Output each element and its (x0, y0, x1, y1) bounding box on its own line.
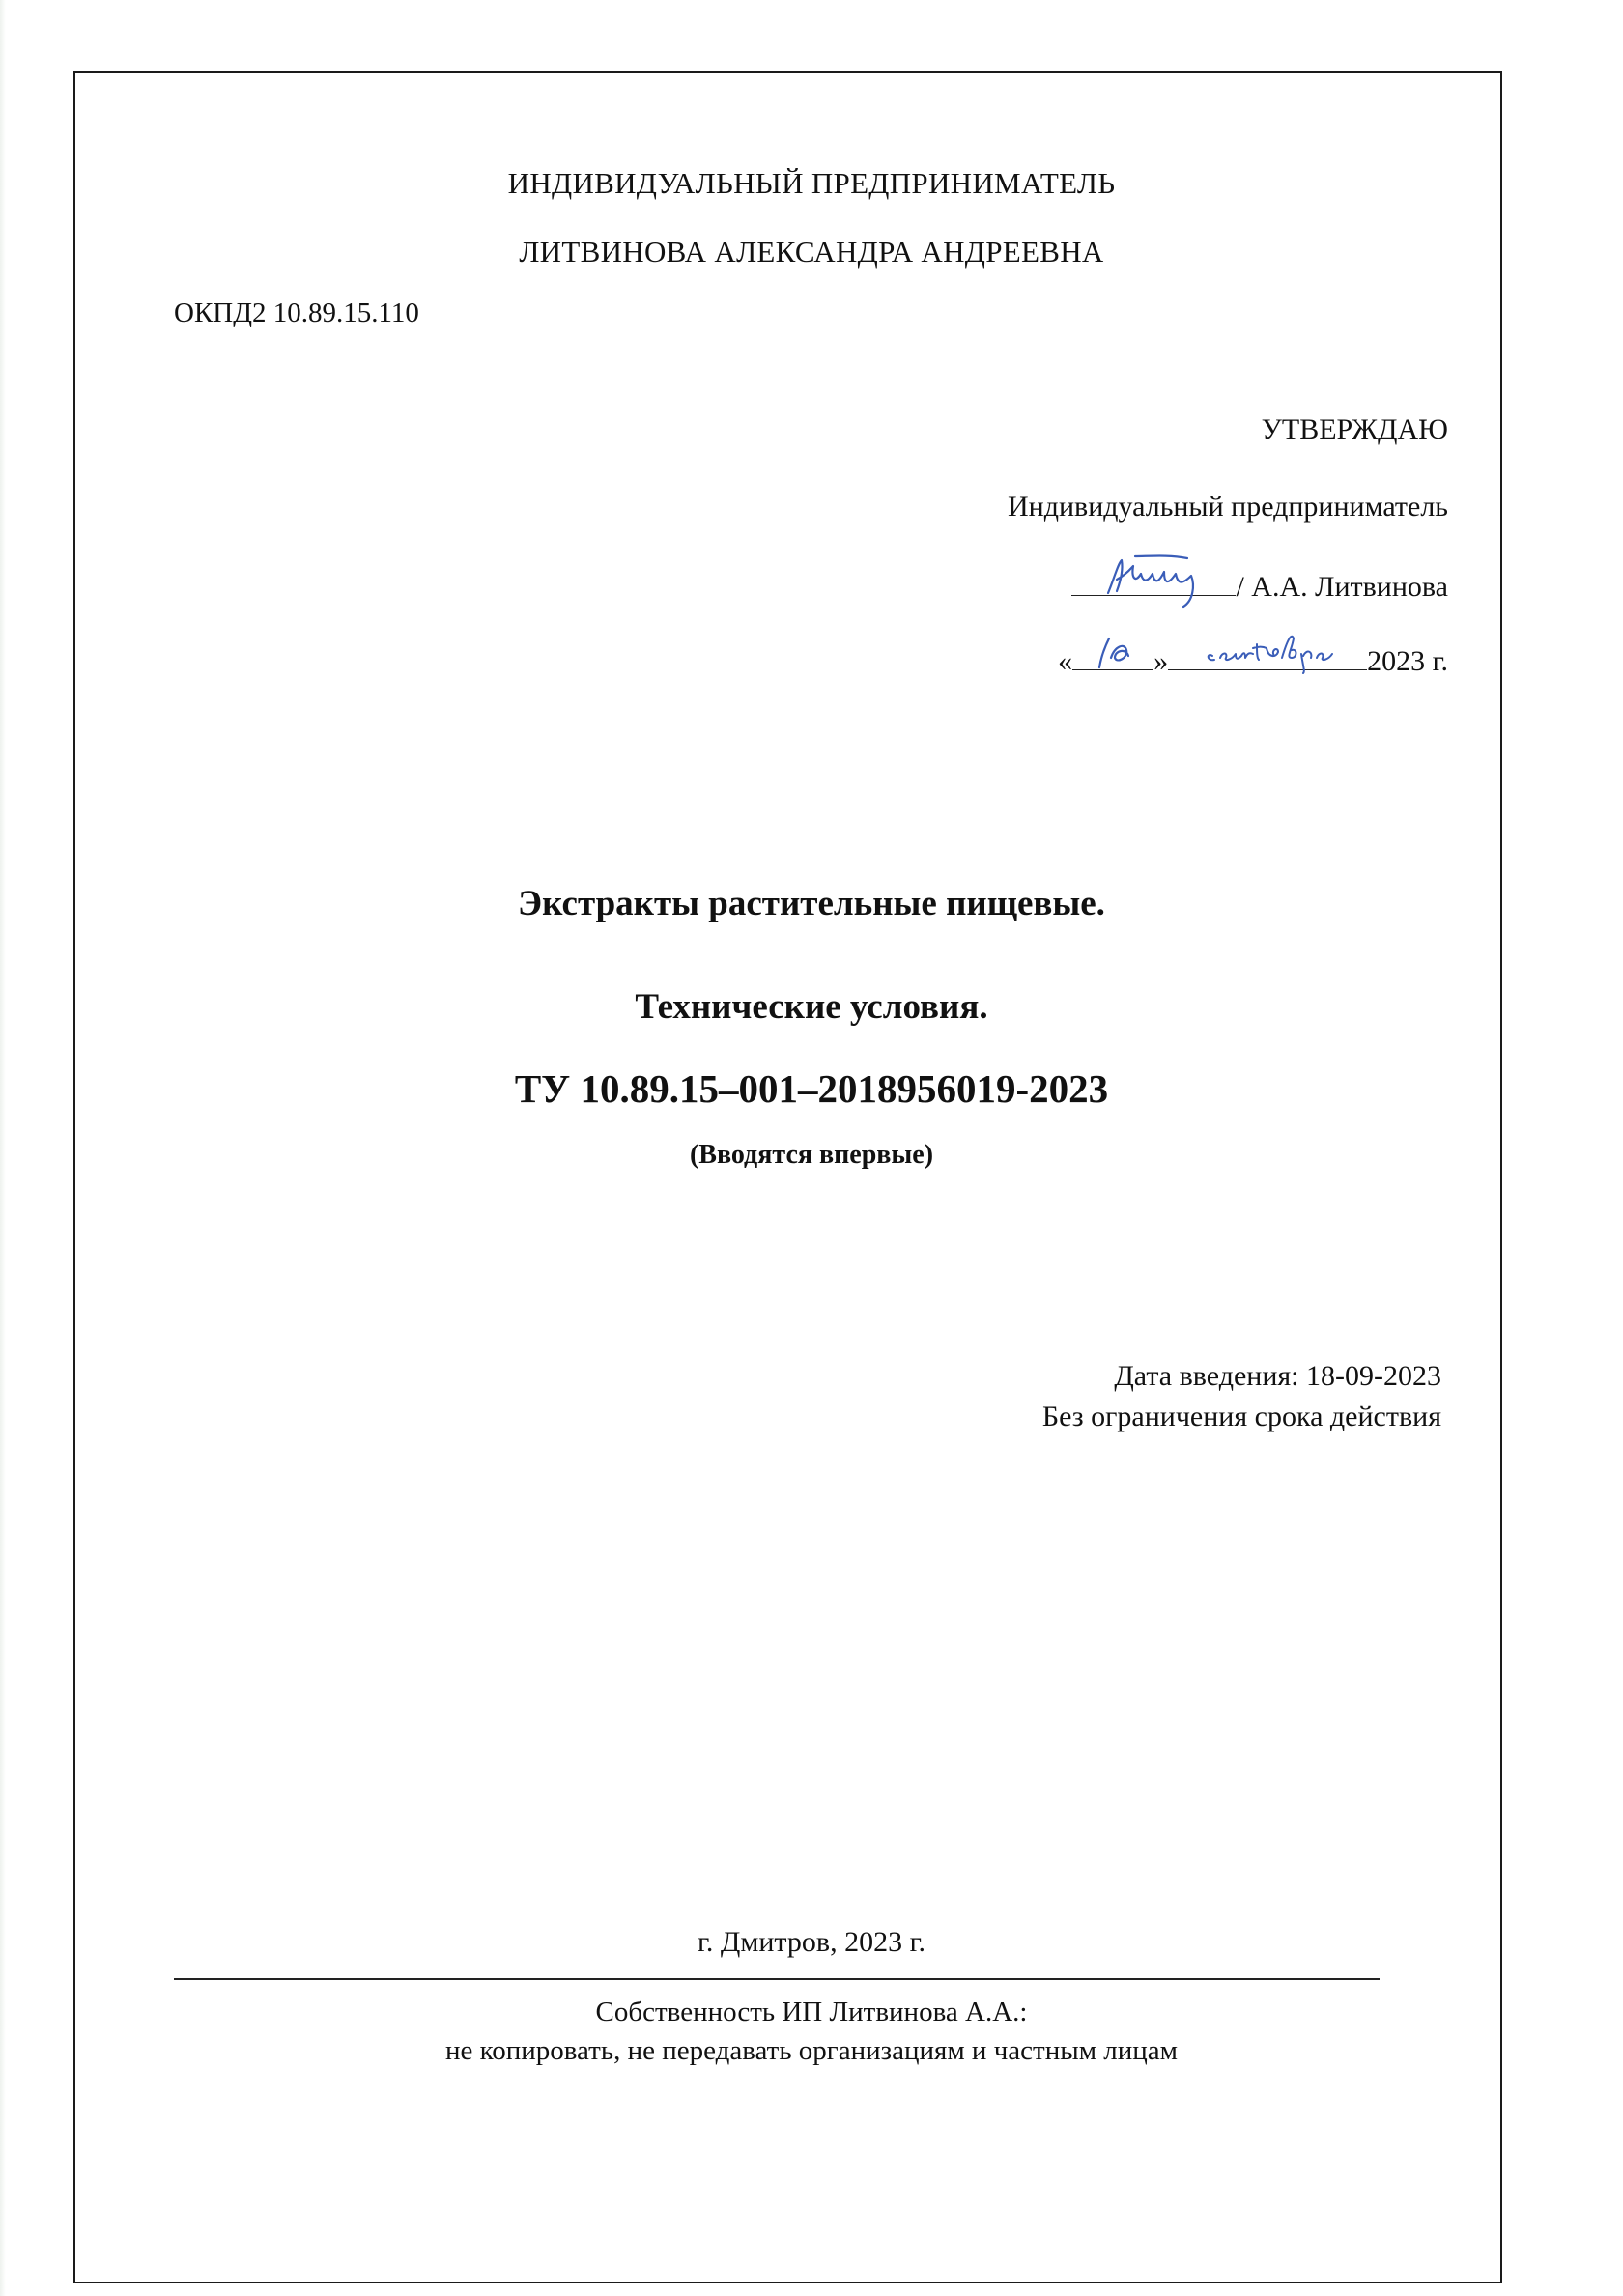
date-month-field (1168, 640, 1367, 670)
document-code: ТУ 10.89.15–001–2018956019-2023 (514, 1066, 1109, 1111)
signatory-name: / А.А. Литвинова (1236, 571, 1448, 603)
org-type-line: ИНДИВИДУАЛЬНЫЙ ПРЕДПРИНИМАТЕЛЬ (507, 166, 1116, 200)
handwritten-month (1168, 625, 1367, 673)
approval-heading: УТВЕРЖДАЮ (1261, 413, 1448, 445)
approval-date (1058, 640, 1448, 678)
date-close-quote: » (1153, 645, 1169, 677)
org-name-line: ЛИТВИНОВА АЛЕКСАНДРА АНДРЕЕВНА (519, 235, 1104, 269)
document-subtitle: Технические условия. (635, 987, 988, 1027)
handwritten-signature (1071, 551, 1236, 599)
intro-date: Дата введения: 18-09-2023 (1114, 1360, 1441, 1392)
date-day-field (1072, 640, 1153, 670)
document-note: (Вводятся впервые) (689, 1140, 934, 1170)
property-notice-line2: не копировать, не передавать организациям и частным лицам (444, 2035, 1179, 2066)
approval-position: Индивидуальный предприниматель (1008, 491, 1448, 523)
validity-period: Без ограничения срока действия (1041, 1401, 1441, 1432)
property-notice-line1: Собственность ИП Литвинова А.А.: (595, 1997, 1028, 2027)
city-year: г. Дмитров, 2023 г. (698, 1926, 925, 1958)
signature-line (1071, 566, 1448, 604)
date-open-quote: « (1058, 645, 1073, 677)
handwritten-day (1072, 629, 1153, 673)
okpd-code: ОКПД2 10.89.15.110 (174, 298, 419, 328)
document-title: Экстракты растительные пищевые. (518, 884, 1105, 923)
date-year: 2023 г. (1367, 645, 1448, 677)
signature-field (1071, 566, 1236, 596)
footer-divider (174, 1978, 1380, 1980)
